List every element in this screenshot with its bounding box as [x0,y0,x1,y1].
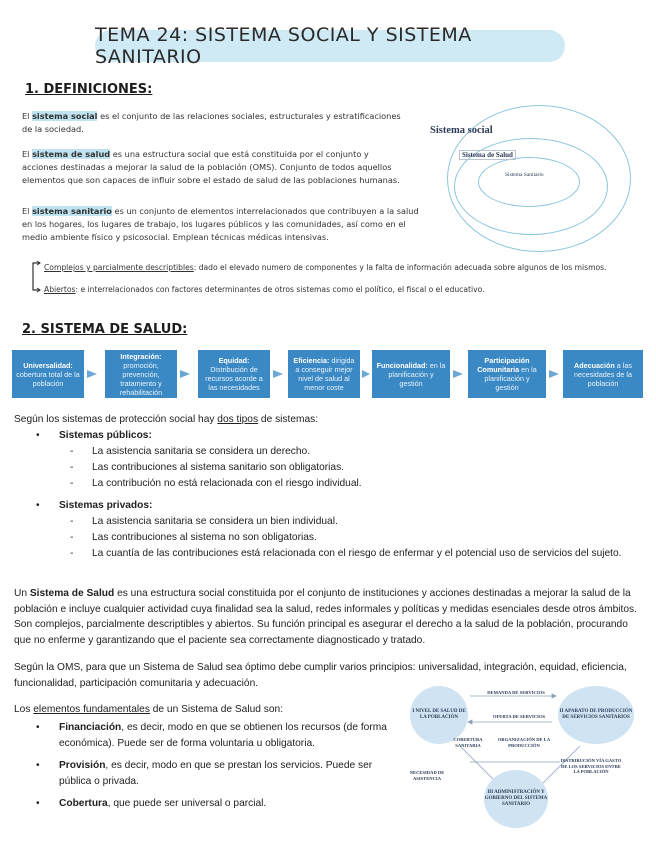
paragraph-oms: Según la OMS, para que un Sistema de Salud sea óptimo debe cumplir varios principios: universalidad, integración, equidad, eficiencia, funcionalidad, participación comunitaria y adecuación. [14,662,627,689]
label-organizacion: ORGANIZACIÓN DE LA PRODUCCIÓN [497,737,551,748]
publicos-item: La asistencia sanitaria se considera un derecho. [92,446,311,457]
label-distribucion: DISTRIBUCIÓN VÍA GASTO DE LOS SERVICIOS ENTRE LA POBLACIÓN [560,758,622,774]
dash: - [70,446,74,457]
dash: - [70,462,74,473]
bullet: • [36,760,40,771]
bullet: • [36,722,40,733]
privados-label: Sistemas privados: [59,500,153,511]
feature-abiertos: Abiertos: e interrelacionados con factores determinantes de otros sistemas como el político, el fiscal o el educativo. [44,285,485,294]
dash: - [70,516,74,527]
label-sistema-salud: Sistema de Salud [459,150,516,160]
publicos-item: Las contribuciones al sistema sanitario son obligatorias. [92,462,344,473]
flow-equidad: Equidad: Distribución de recursos acorde a las necesidades [198,350,270,398]
circle-inner [478,157,580,207]
flow-universalidad: Universalidad: cobertura total de la población [12,350,84,398]
flow-funcionalidad: Funcionalidad: en la planificación y gestión [372,350,450,398]
diagram-node-2: II APARATO DE PRODUCCIÓN DE SERVICIOS SANITARIOS [558,686,634,744]
diagram-node-3: III ADMINISTRACIÓN Y GOBIERNO DEL SISTEMA SANITARIO [484,770,548,828]
label-oferta: OFERTA DE SERVICIOS [492,714,546,719]
flow-eficiencia: Eficiencia: dirigida a conseguir mejor nivel de salud al menor coste [288,350,360,398]
definition-salud: El sistema de salud es una estructura social que está constituida por el conjunto y acciones destinadas a mejorar la salud de la población (OMS). Conjunto de todos aquellos elementos que son capaces de influir sobre el estado de salud de las poblaciones humanas. [22,149,400,185]
publicos-label: Sistemas públicos: [59,430,152,441]
privados-item: La asistencia sanitaria se considera un bien individual. [92,516,338,527]
bracket-line [28,260,42,294]
dash: - [70,478,74,489]
flow-integracion: Integración: promoción, prevención, tratamiento y rehabilitación [105,350,177,398]
label-sistema-sanitario: Sistema Sanitario [505,172,544,178]
label-cobertura: COBERTURA SANITARIA [453,737,483,748]
bullet: • [36,500,40,511]
label-sistema-social: Sistema social [430,125,493,136]
privados-item: La cuantía de las contribuciones está relacionada con el riesgo de enfermar y el potencial uso de servicios del sujeto. [92,548,622,559]
definition-sanitario: El sistema sanitario es un conjunto de elementos interrelacionados que contribuyen a la salud en los hogares, los lugares de trabajo, los lugares públicos y las comunidades, así como en el medio ambiente físico y psicosocial. Emplean técnicas médicas intensivas. [22,206,419,242]
label-demanda: DEMANDA DE SERVICIOS [487,690,545,695]
elemento-provision: Provisión, es decir, modo en que se prestan los servicios. Puede ser pública o privada. [59,760,373,787]
flow-participacion: Participación Comunitaria en la planificación y gestión [468,350,546,398]
page-title: TEMA 24: SISTEMA SOCIAL Y SISTEMA SANITARIO [95,30,565,62]
flow-arrows [0,368,656,380]
paragraph-sistema-salud: Un Sistema de Salud es una estructura social constituida por el conjunto de instituciones y acciones destinadas a mejorar la salud de la población e incluye cualquier actividad cuya finalidad sea la salud, redes informales y políticas y medidas esenciales desde otros ámbitos. Son complejos, parcialmente descriptibles y abiertos. Su función principal es asegurar el derecho a la salud de la población, procurando que no enferme y garantizando que el paciente sea correctamente diagnosticado y tratado. [14,588,637,646]
elementos-intro: Los elementos fundamentales de un Sistema de Salud son: [14,704,284,715]
bullet: • [36,798,40,809]
dash: - [70,532,74,543]
publicos-item: La contribución no está relacionada con el riesgo individual. [92,478,362,489]
flow-adecuacion: Adecuación a las necesidades de la población [563,350,643,398]
elemento-financiacion: Financiación, es decir, modo en que se obtienen los recursos (de forma económica). Puede ser de forma voluntaria u obligatoria. [59,722,387,749]
tipos-intro: Según los sistemas de protección social hay dos tipos de sistemas: [14,414,319,425]
diagram-node-1: I NIVEL DE SALUD DE LA POBLACIÓN [410,686,468,744]
bullet: • [36,430,40,441]
definition-social: El sistema social es el conjunto de las relaciones sociales, estructurales y estratificaciones de la sociedad. [22,111,401,134]
section-1-heading: 1. DEFINICIONES: [25,82,153,97]
label-necesidad: NECESIDAD DE ASISTENCIA [409,770,445,781]
privados-item: Las contribuciones al sistema no son obligatorias. [92,532,317,543]
dash: - [70,548,74,559]
section-2-heading: 2. SISTEMA DE SALUD: [22,322,188,337]
elemento-cobertura: Cobertura, que puede ser universal o parcial. [59,798,267,809]
feature-complejos: Complejos y parcialmente descriptibles: dado el elevado numero de componentes y la falta de información adecuada sobre algunos de los mismos. [44,263,607,272]
